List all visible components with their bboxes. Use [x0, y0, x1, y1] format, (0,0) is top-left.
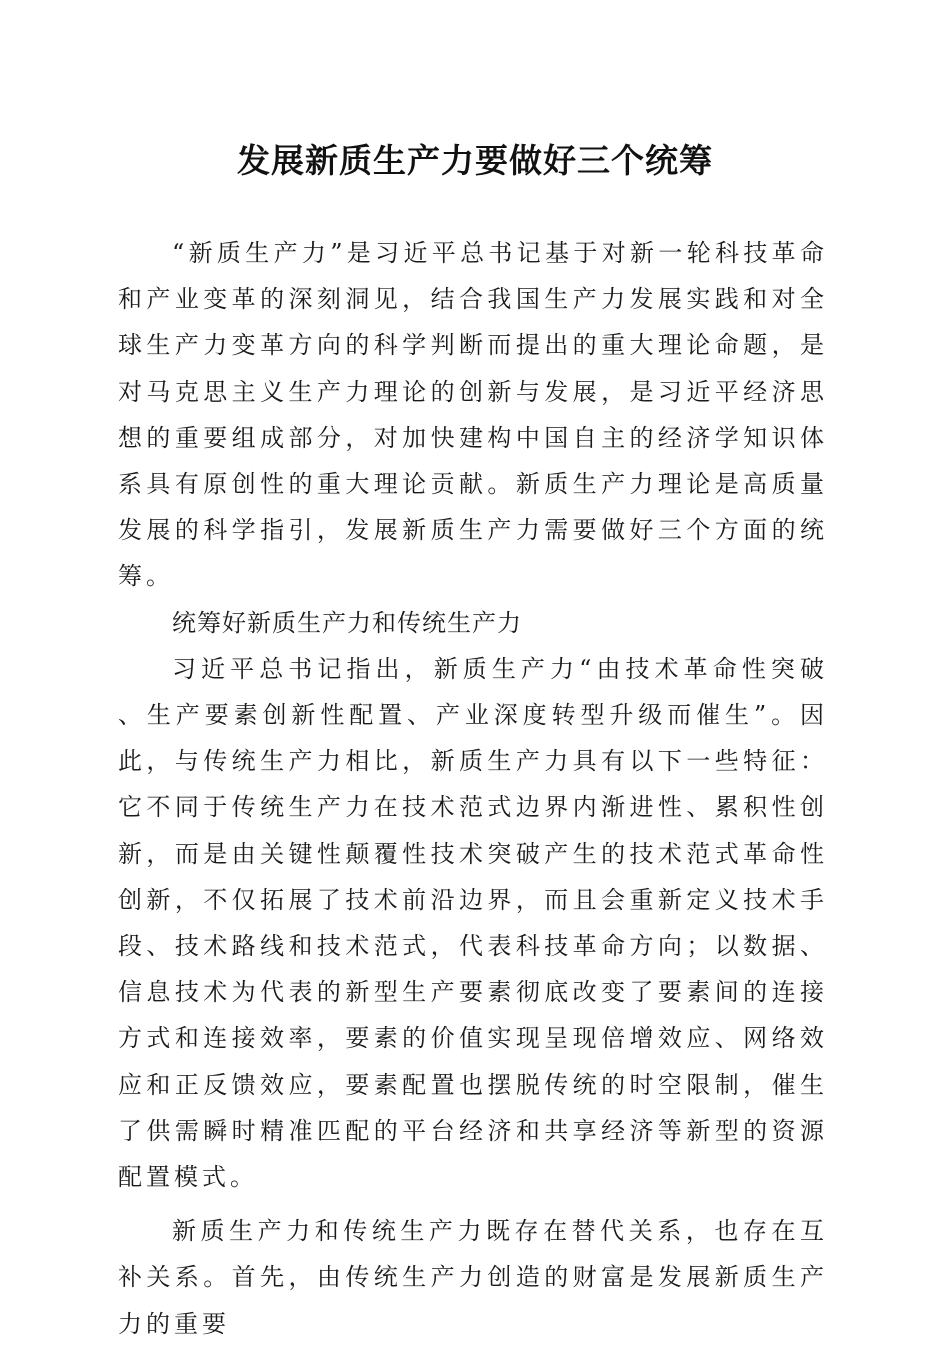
document-body — [118, 230, 828, 1347]
document-title: 发展新质生产力要做好三个统筹 — [237, 141, 713, 180]
body-paragraph: 习近平总书记指出，新质生产力“由技术革命性突破、生产要素创新性配置、产业深度转型升级而催生”。因此，与传统生产力相比，新质生产力具有以下一些特征：它不同于传统生产力在技术范式边界内渐进性、累积性创新，而是由关键性颠覆性技术突破产生的技术范式革命性创新，不仅拓展了技术前沿边界，而且会重新定义技术手段、技术路线和技术范式，代表科技革命方向；以数据、信息技术为代表的新型生产要素彻底改变了要素间的连接方式和连接效率，要素的价值实现呈现倍增效应、网络效应和正反馈效应，要素配置也摆脱传统的时空限制，催生了供需瞬时精准匹配的平台经济和共享经济等新型的资源配置模式。 — [118, 654, 828, 1192]
body-paragraph: 新质生产力和传统生产力既存在替代关系，也存在互补关系。首先，由传统生产力创造的财富是发展新质生产力的重要 — [118, 1217, 828, 1338]
intro-paragraph: “新质生产力”是习近平总书记基于对新一轮科技革命和产业变革的深刻洞见，结合我国生产力发展实践和对全球生产力变革方向的科学判断而提出的重大理论命题，是对马克思主义生产力理论的创新与发展，是习近平经济思想的重要组成部分，对加快建构中国自主的经济学知识体系具有原创性的重大理论贡献。新质生产力理论是高质量发展的科学指引，发展新质生产力需要做好三个方面的统筹。 — [118, 239, 828, 591]
section-heading: 统筹好新质生产力和传统生产力 — [172, 608, 522, 637]
